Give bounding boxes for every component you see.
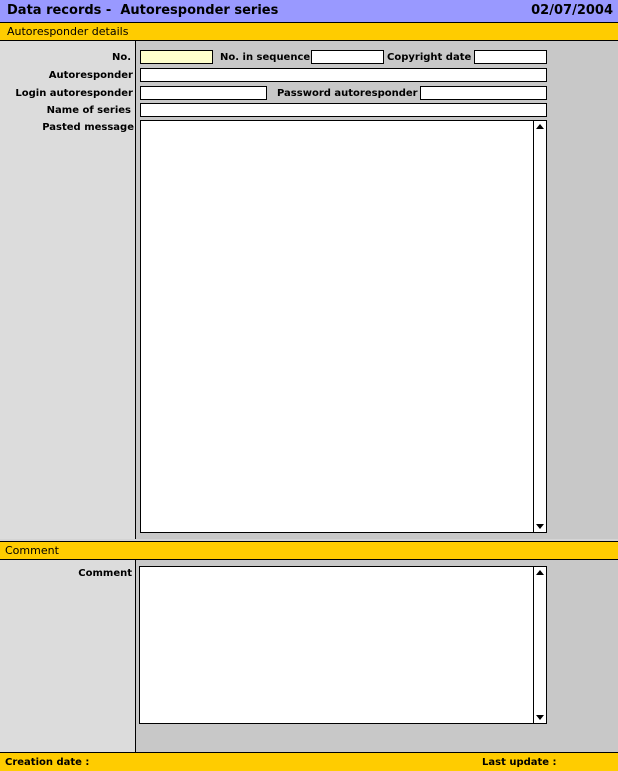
pasted-message-textarea[interactable] [140,120,547,533]
section-title-details: Autoresponder details [7,25,129,38]
login-autoresponder-field[interactable] [140,86,267,100]
copyright-date-field[interactable] [474,50,547,64]
no-in-sequence-field[interactable] [311,50,384,64]
comment-textarea[interactable] [139,566,547,724]
password-autoresponder-label: Password autoresponder [277,88,418,99]
comment-label-column [0,560,136,752]
section-header-comment [0,541,618,560]
no-label: No. [111,52,131,63]
password-autoresponder-field[interactable] [420,86,547,100]
header-date: 02/07/2004 [531,3,613,18]
scroll-down-arrow-icon[interactable] [536,524,544,529]
section-title-comment: Comment [5,544,59,557]
name-of-series-label: Name of series [46,105,131,116]
last-update-label: Last update : [482,757,557,768]
autoresponder-field[interactable] [140,68,547,82]
scroll-up-arrow-icon[interactable] [536,570,544,575]
comment-label: Comment [78,568,132,579]
creation-date-label: Creation date : [5,757,90,768]
copyright-date-label: Copyright date [387,52,472,63]
title-bar [0,0,618,23]
login-autoresponder-label: Login autoresponder [15,88,133,99]
autoresponder-label: Autoresponder [48,70,133,81]
scroll-down-arrow-icon[interactable] [536,715,544,720]
pasted-message-label: Pasted message [42,122,134,133]
no-in-sequence-label: No. in sequence [220,52,311,63]
scroll-up-arrow-icon[interactable] [536,124,544,129]
footer-bar [0,752,618,771]
no-field[interactable] [140,50,213,64]
comment-scrollbar[interactable] [533,567,546,723]
name-of-series-field[interactable] [140,103,547,117]
section-header-details [0,23,618,41]
window-title: Data records - Autoresponder series [7,3,279,18]
pasted-message-scrollbar[interactable] [533,121,546,532]
